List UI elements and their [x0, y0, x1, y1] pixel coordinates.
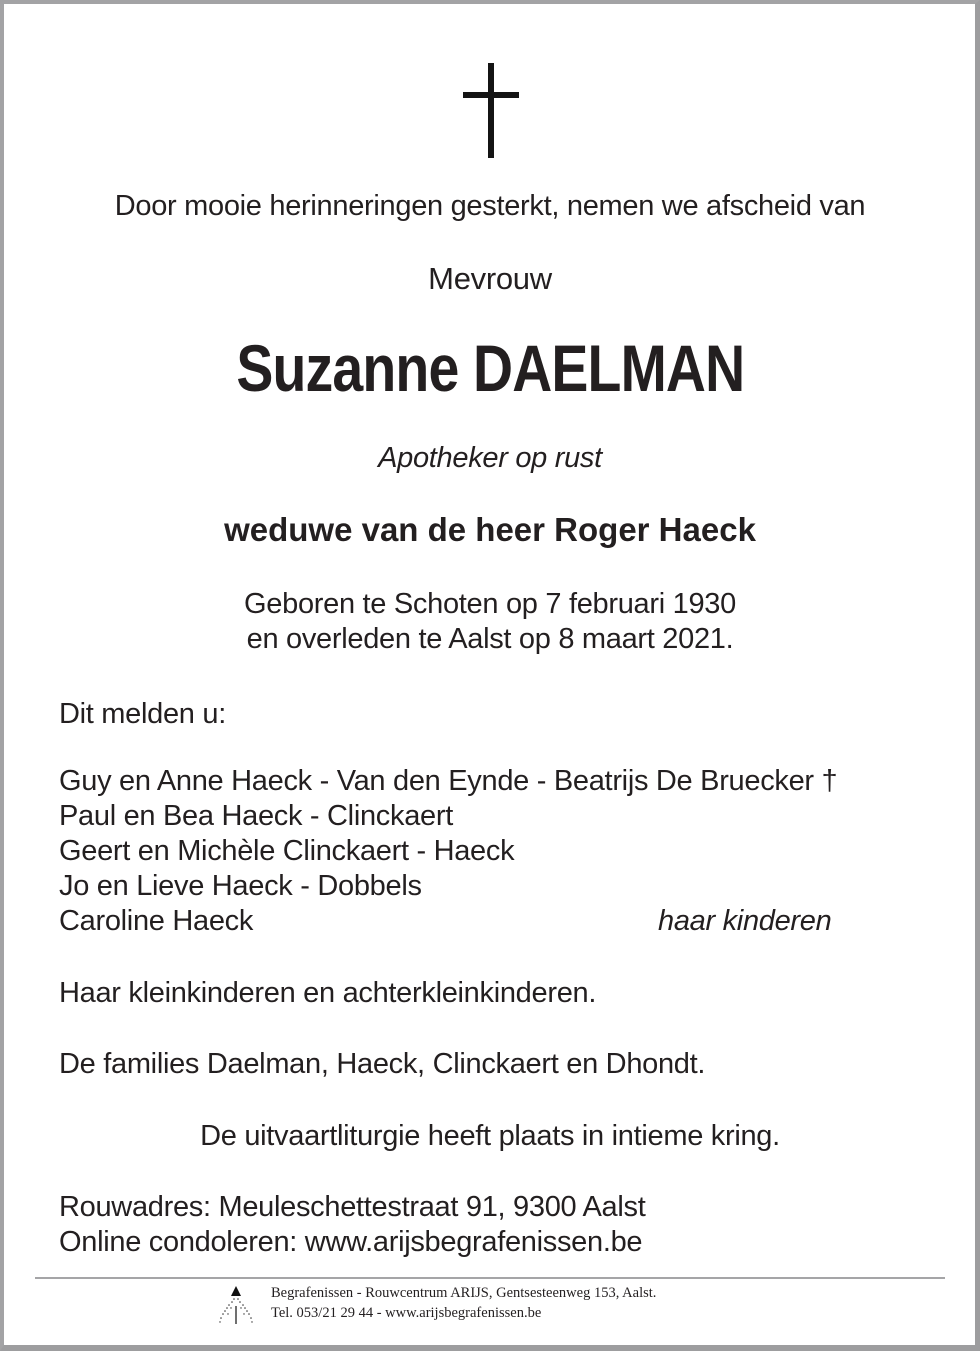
mourning-address: Rouwadres: Meuleschettestraat 91, 9300 Aalst	[59, 1191, 646, 1223]
child-entry: Caroline Haeck	[59, 905, 254, 937]
birth-info: Geboren te Schoten op 7 februari 1930	[244, 588, 736, 620]
cross-icon	[463, 63, 519, 158]
deceased-name	[0, 330, 980, 406]
liturgy-info: De uitvaartliturgie heeft plaats in intieme kring.	[200, 1120, 780, 1152]
footer-divider	[35, 1277, 945, 1279]
child-entry: Jo en Lieve Haeck - Dobbels	[59, 870, 422, 902]
death-info: en overleden te Aalst op 8 maart 2021.	[246, 623, 734, 655]
deceased-name-text: Suzanne DAELMAN	[236, 331, 744, 405]
widow-of: weduwe van de heer Roger Haeck	[224, 511, 756, 548]
child-entry: Paul en Bea Haeck - Clinckaert	[59, 800, 453, 832]
online-condolences: Online condoleren: www.arijsbegrafenissen.be	[59, 1226, 643, 1258]
child-entry: Guy en Anne Haeck - Van den Eynde - Beatrijs De Bruecker †	[59, 765, 838, 797]
families: De families Daelman, Haeck, Clinckaert en Dhondt.	[59, 1048, 706, 1080]
announcement: Dit melden u:	[59, 698, 226, 730]
funeral-home-info: Begrafenissen - Rouwcentrum ARIJS, Gentsesteenweg 153, Aalst.	[271, 1285, 657, 1301]
title-prefix: Mevrouw	[428, 261, 552, 296]
funeral-home-logo-icon	[216, 1284, 256, 1326]
child-entry: Geert en Michèle Clinckaert - Haeck	[59, 835, 515, 867]
grandchildren: Haar kleinkinderen en achterkleinkinderen.	[59, 977, 597, 1009]
intro-text: Door mooie herinneringen gesterkt, nemen we afscheid van	[114, 190, 866, 222]
profession: Apotheker op rust	[378, 442, 602, 474]
funeral-home-contact: Tel. 053/21 29 44 - www.arijsbegrafenissen.be	[271, 1305, 542, 1321]
children-label: haar kinderen	[658, 905, 832, 937]
